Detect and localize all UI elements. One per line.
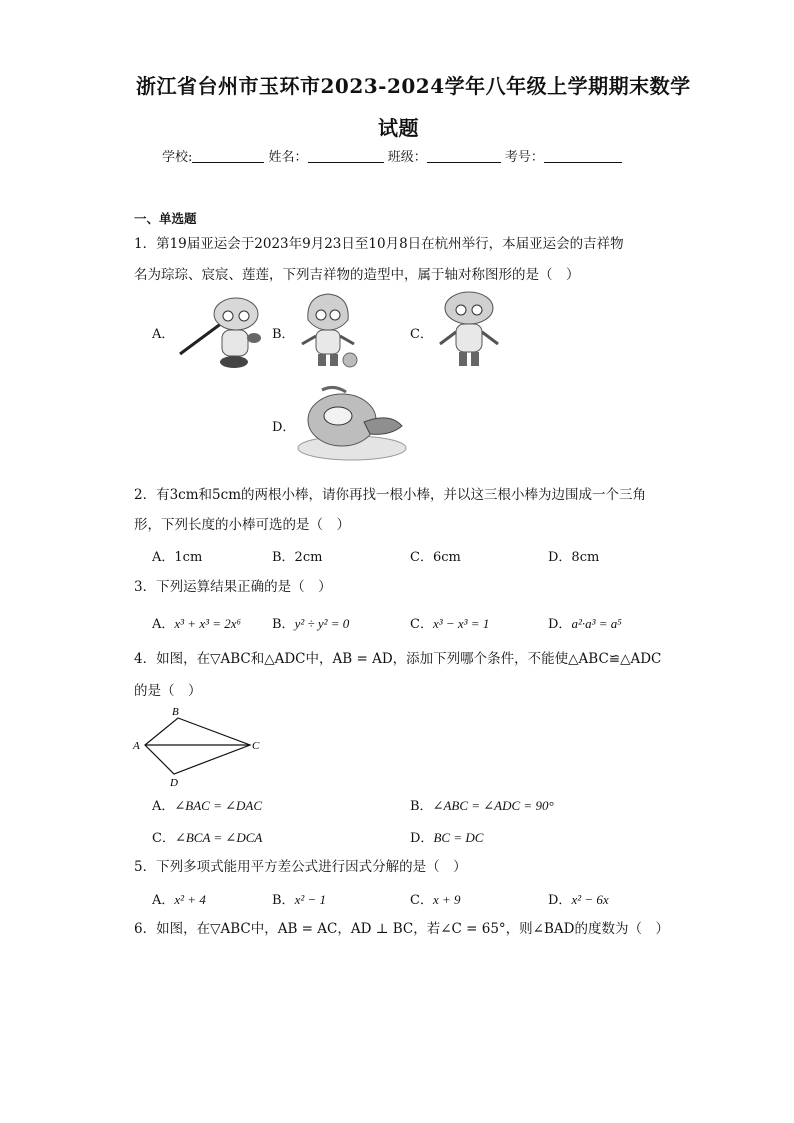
q3-option-b-expr: y² ÷ y² = 0 — [294, 616, 350, 631]
student-info-row — [162, 146, 622, 165]
q3-option-d-label: D． — [548, 617, 572, 632]
question-2-line1: 2．有3cm和5cm的两根小棒，请你再找一根小棒，并以这三根小棒为边围成一个三角 — [134, 487, 646, 503]
question-2-line2: 形，下列长度的小棒可选的是（ ） — [134, 517, 350, 533]
q5-option-d[interactable] — [548, 889, 609, 908]
q4-quadrilateral-figure — [130, 706, 270, 790]
q3-option-a[interactable] — [152, 613, 241, 632]
q4-option-b[interactable] — [410, 795, 554, 814]
q4-option-c-expr: ∠BCA = ∠DCA — [174, 830, 263, 845]
question-4-line2: 的是（ ） — [134, 683, 202, 699]
class-blank[interactable] — [427, 150, 501, 163]
number-label: 考号： — [504, 150, 544, 165]
q3-option-c[interactable] — [410, 613, 489, 632]
kite-shape — [145, 718, 250, 774]
question-1-line2: 名为琮琮、宸宸、莲莲，下列吉祥物的造型中，属于轴对称图形的是（ ） — [134, 267, 580, 283]
question-3-stem: 3．下列运算结果正确的是（ ） — [134, 579, 332, 595]
q5-option-a-label: A． — [152, 893, 175, 908]
question-4-line1: 4．如图，在▽ABC和△ADC中，AB = AD，添加下列哪个条件，不能使△ABC≌△ADC — [134, 651, 662, 667]
q4-option-d-label: D． — [410, 831, 434, 846]
q2-option-b[interactable]: B．2cm — [272, 550, 323, 565]
q4-option-a-label: A． — [152, 799, 175, 814]
mascot-a-image — [174, 292, 270, 372]
q4-option-d-expr: BC = DC — [433, 830, 484, 845]
q4-option-c-label: C． — [152, 831, 175, 846]
question-6-stem: 6．如图，在▽ABC中，AB = AC，AD ⊥ BC，若∠C = 65°，则∠BAD的度数为（ ） — [134, 921, 669, 937]
q2-option-c[interactable]: C．6cm — [410, 550, 461, 565]
q5-option-b-expr: x² − 1 — [294, 892, 327, 907]
q5-option-d-expr: x² − 6x — [571, 892, 609, 907]
q2-option-d[interactable]: D．8cm — [548, 550, 600, 565]
q4-option-d[interactable] — [410, 827, 483, 846]
q4-option-a[interactable] — [152, 795, 262, 814]
vertex-d-label: D — [170, 777, 178, 789]
q3-option-c-expr: x³ − x³ = 1 — [432, 616, 490, 631]
q3-option-c-label: C． — [410, 617, 433, 632]
q5-option-a[interactable] — [152, 889, 206, 908]
q1-option-b-label[interactable]: B． — [272, 327, 295, 342]
q5-option-c-expr: x + 9 — [432, 892, 461, 907]
q3-option-a-label: A． — [152, 617, 175, 632]
q5-option-a-expr: x² + 4 — [174, 892, 206, 907]
section-heading: 一、单选题 — [134, 211, 197, 226]
page-title: 浙江省台州市玉环市2023-2024学年八年级上学期期末数学 — [136, 74, 691, 98]
mascot-d-image — [294, 382, 410, 464]
school-label: 学校: — [162, 150, 193, 165]
q2-option-a[interactable]: A．1cm — [152, 550, 203, 565]
q1-option-a-label[interactable]: A． — [152, 327, 175, 342]
school-blank[interactable] — [192, 150, 264, 163]
q4-option-a-expr: ∠BAC = ∠DAC — [174, 798, 263, 813]
q4-option-c[interactable] — [152, 827, 262, 846]
page-title-line2: 试题 — [378, 116, 419, 140]
q4-option-b-expr: ∠ABC = ∠ADC = 90° — [432, 798, 554, 813]
q5-option-b-label: B． — [272, 893, 295, 908]
mascot-c-image — [434, 288, 504, 372]
vertex-a-label: A — [133, 740, 140, 752]
q5-option-c-label: C． — [410, 893, 433, 908]
vertex-b-label: B — [172, 706, 179, 718]
q3-option-d[interactable] — [548, 613, 622, 632]
class-label: 班级： — [387, 150, 427, 165]
q1-option-c-label[interactable]: C． — [410, 327, 433, 342]
q5-option-d-label: D． — [548, 893, 572, 908]
q5-option-b[interactable] — [272, 889, 326, 908]
name-label: 姓名： — [268, 150, 308, 165]
name-blank[interactable] — [308, 150, 384, 163]
question-1-line1: 1．第19届亚运会于2023年9月23日至10月8日在杭州举行，本届亚运会的吉祥物 — [134, 236, 624, 252]
q1-option-d-label[interactable]: D． — [272, 420, 296, 435]
q3-option-d-expr: a²·a³ = a⁵ — [571, 616, 622, 631]
question-5-stem: 5．下列多项式能用平方差公式进行因式分解的是（ ） — [134, 859, 467, 875]
q4-option-b-label: B． — [410, 799, 433, 814]
mascot-b-image — [296, 290, 360, 372]
vertex-c-label: C — [252, 740, 260, 752]
q5-option-c[interactable] — [410, 889, 461, 908]
q3-option-b[interactable] — [272, 613, 349, 632]
q3-option-b-label: B． — [272, 617, 295, 632]
q3-option-a-expr: x³ + x³ = 2x⁶ — [174, 616, 242, 631]
number-blank[interactable] — [544, 150, 622, 163]
